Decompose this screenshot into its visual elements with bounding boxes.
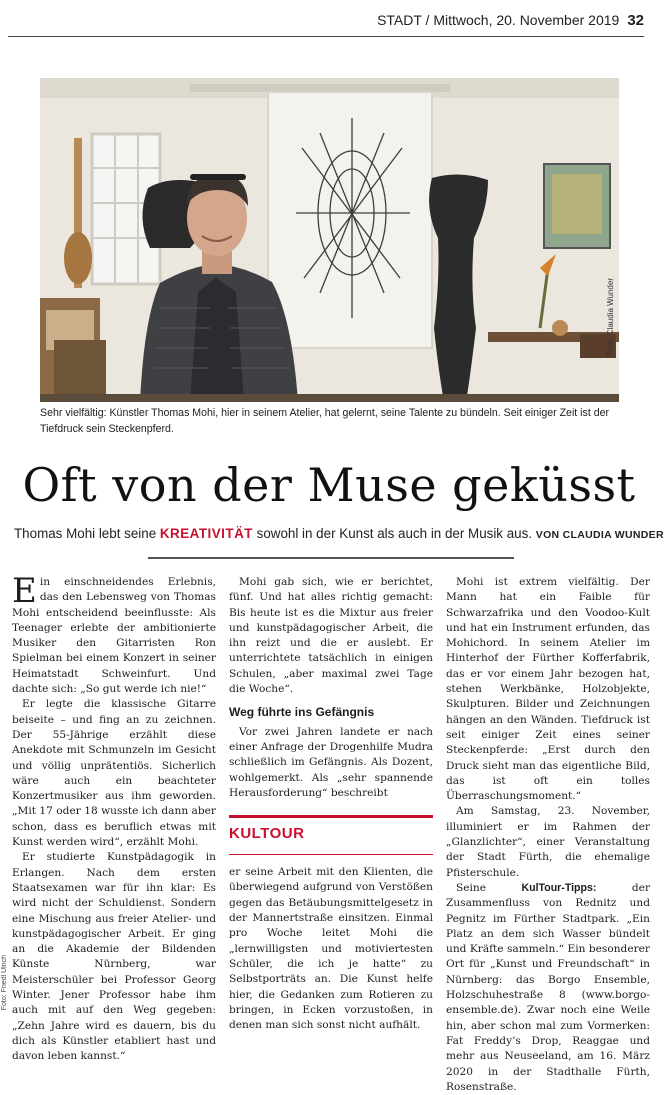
subline-rule	[148, 557, 514, 559]
photo-credit: Foto: Claudia Wunder	[606, 278, 615, 356]
kultour-box	[229, 815, 433, 855]
side-photo-credit: Foto: Friedl Ulrich	[1, 955, 8, 1011]
kultour-label: KULTOUR	[229, 825, 305, 843]
paragraph: Er legte die klassische Gitarre beiseite – und fing an zu zeichnen. Der 55-Jährige erzählt diese Anekdote mit Schmunzeln im Gesicht und völlig unprätentiös. Sicherlich wäre auch ein beachteter Konzertmusiker aus ihm geworden. „Mit 17 oder 18 wusste ich dann aber schon, dass es beruflich etwas mit Kunst werden wird“, erzählt Mohi.	[12, 698, 216, 849]
article-column-1	[12, 571, 216, 1065]
paragraph: Mohi gab sich, wie er berichtet, fünf. Und hat alles richtig gemacht: Bis heute ist es die Mixtur aus freier und kunstpädagogischer Arbeit, die ihn reizt und die er auslebt. Er unterrichtete tatsächlich in einigen Schulen, „aber maximal zwei Tage die Woche“.	[229, 576, 433, 696]
dropcap: E	[12, 571, 37, 611]
subline-text-after: sowohl in der Kunst als auch in der Musik aus.	[252, 526, 536, 541]
paragraph: er seine Arbeit mit den Klienten, die überwiegend aufgrund von Verstößen gegen das Betäubungsmittelgesetz in der Mannertstraße einsitzen. Einmal pro Woche leitet Mohi die „lernwilligsten und motiviertesten Schüler, die ich je hatte“ zu Selbstporträts an. Die Kunst helfe hier, die Gedanken zum Rotieren zu bringen, in Ecken vorzustoßen, in denen man sich sonst nicht aufhält.	[229, 866, 433, 1032]
section-date: STADT / Mittwoch, 20. November 2019	[377, 12, 620, 28]
article-photo	[40, 78, 619, 402]
page-number: 32	[627, 12, 644, 29]
paragraph: Am Samstag, 23. November, illuminiert er im Rahmen der „Glanzlichter“, einer Veranstaltung der Stadt Fürth, die ehemalige Pfisterschule.	[446, 805, 650, 879]
paragraph: Vor zwei Jahren landete er nach einer Anfrage der Drogenhilfe Mudra schließlich im Gefängnis. Als Dozent, wohlgemerkt. Als „sehr spannende Herausforderung“ beschreibt	[229, 725, 433, 799]
subline-keyword: KREATIVITÄT	[159, 526, 253, 541]
headline: Oft von der Muse geküsst	[22, 458, 636, 512]
paragraph-text: Seine	[456, 881, 522, 894]
paragraph-text: in einschneidendes Erlebnis, das den Lebensweg von Thomas Mohi entscheidend beeinflusste: Als Teenager erlebte der ambitionierte Musiker den Gitarristen Ron Spielman bei einem Konzert in seiner Heimatstadt Schweinfurt. Und dachte sich: „So gut werde ich nie!“	[12, 576, 216, 696]
paragraph	[12, 571, 216, 697]
subline	[14, 526, 664, 541]
subheading: Weg führte ins Gefängnis	[229, 705, 375, 720]
article-column-3	[446, 575, 650, 1095]
paragraph: Mohi ist extrem vielfältig. Der Mann hat ein Faible für Schwarzafrika und den Voodoo-Kult und hat ein Instrument erfunden, das Mohichord. In seinem Atelier im Hinterhof der Fürther Kofferfabrik, das er vor einem Jahr bezogen hat, stehen Werkbänke, Holzobjekte, Skulpturen. Bilder und Zeichnungen hängen an den Wänden. Tiefdruck ist seit einiger Zeit eines seiner Steckenpferde: „Erst durch den Druck sieht man das eigentliche Bild, das ist oft ein tolles Überraschungsmoment.“	[446, 576, 650, 803]
header-rule	[8, 36, 644, 37]
paragraph	[446, 881, 650, 1095]
photo-caption: Sehr vielfältig: Künstler Thomas Mohi, hier in seinem Atelier, hat gelernt, seine Talente zu bündeln. Seit einiger Zeit ist der Tiefdruck sein Steckenpferd.	[40, 407, 610, 435]
kultour-tips-keyword: KulTour-Tipps:	[521, 881, 597, 894]
paragraph: Er studierte Kunstpädagogik in Erlangen. Nach dem ersten Staatsexamen war für ihn klar: Es wird nicht der Schuldienst. Sondern eine Mischung aus freier Atelier- und kunstpädagogischer Arbeit. Er ging an die Akademie der Bildenden Künste Nürnberg, war Meisterschüler bei Professor Georg Winter. Jener Professor habe ihm auch mit auf den Weg gegeben: „Zehn Jahre wird es dauern, bis du dich als Künstler etabliert hast und davon leben kannst.“	[12, 851, 216, 1063]
byline: VON CLAUDIA WUNDER	[535, 529, 664, 541]
article-column-2	[229, 575, 433, 1033]
subline-text-before: Thomas Mohi lebt seine	[14, 526, 160, 541]
page-header	[0, 6, 644, 34]
paragraph-text: der Zusammenfluss von Rednitz und Pegnitz im Fürther Stadtpark. „Ein Platz an dem sich Wasser bündelt und Kräfte sammeln.“ Ein besonderer Ort für „Kunst und Freundschaft“ in Nürnberg: das Borgo Ensemble, Holzschuhestraße 8 (www.borgo-ensemble.de). Zwar noch eine Weile hin, aber schon mal zum Vormerken: Fat Freddy’s Drop, Reaggae und mehr aus Neuseeland, am 16. März 2020 in der Stadthalle Fürth, Rosenstraße.	[446, 881, 651, 1093]
photo-illustration	[40, 78, 619, 402]
